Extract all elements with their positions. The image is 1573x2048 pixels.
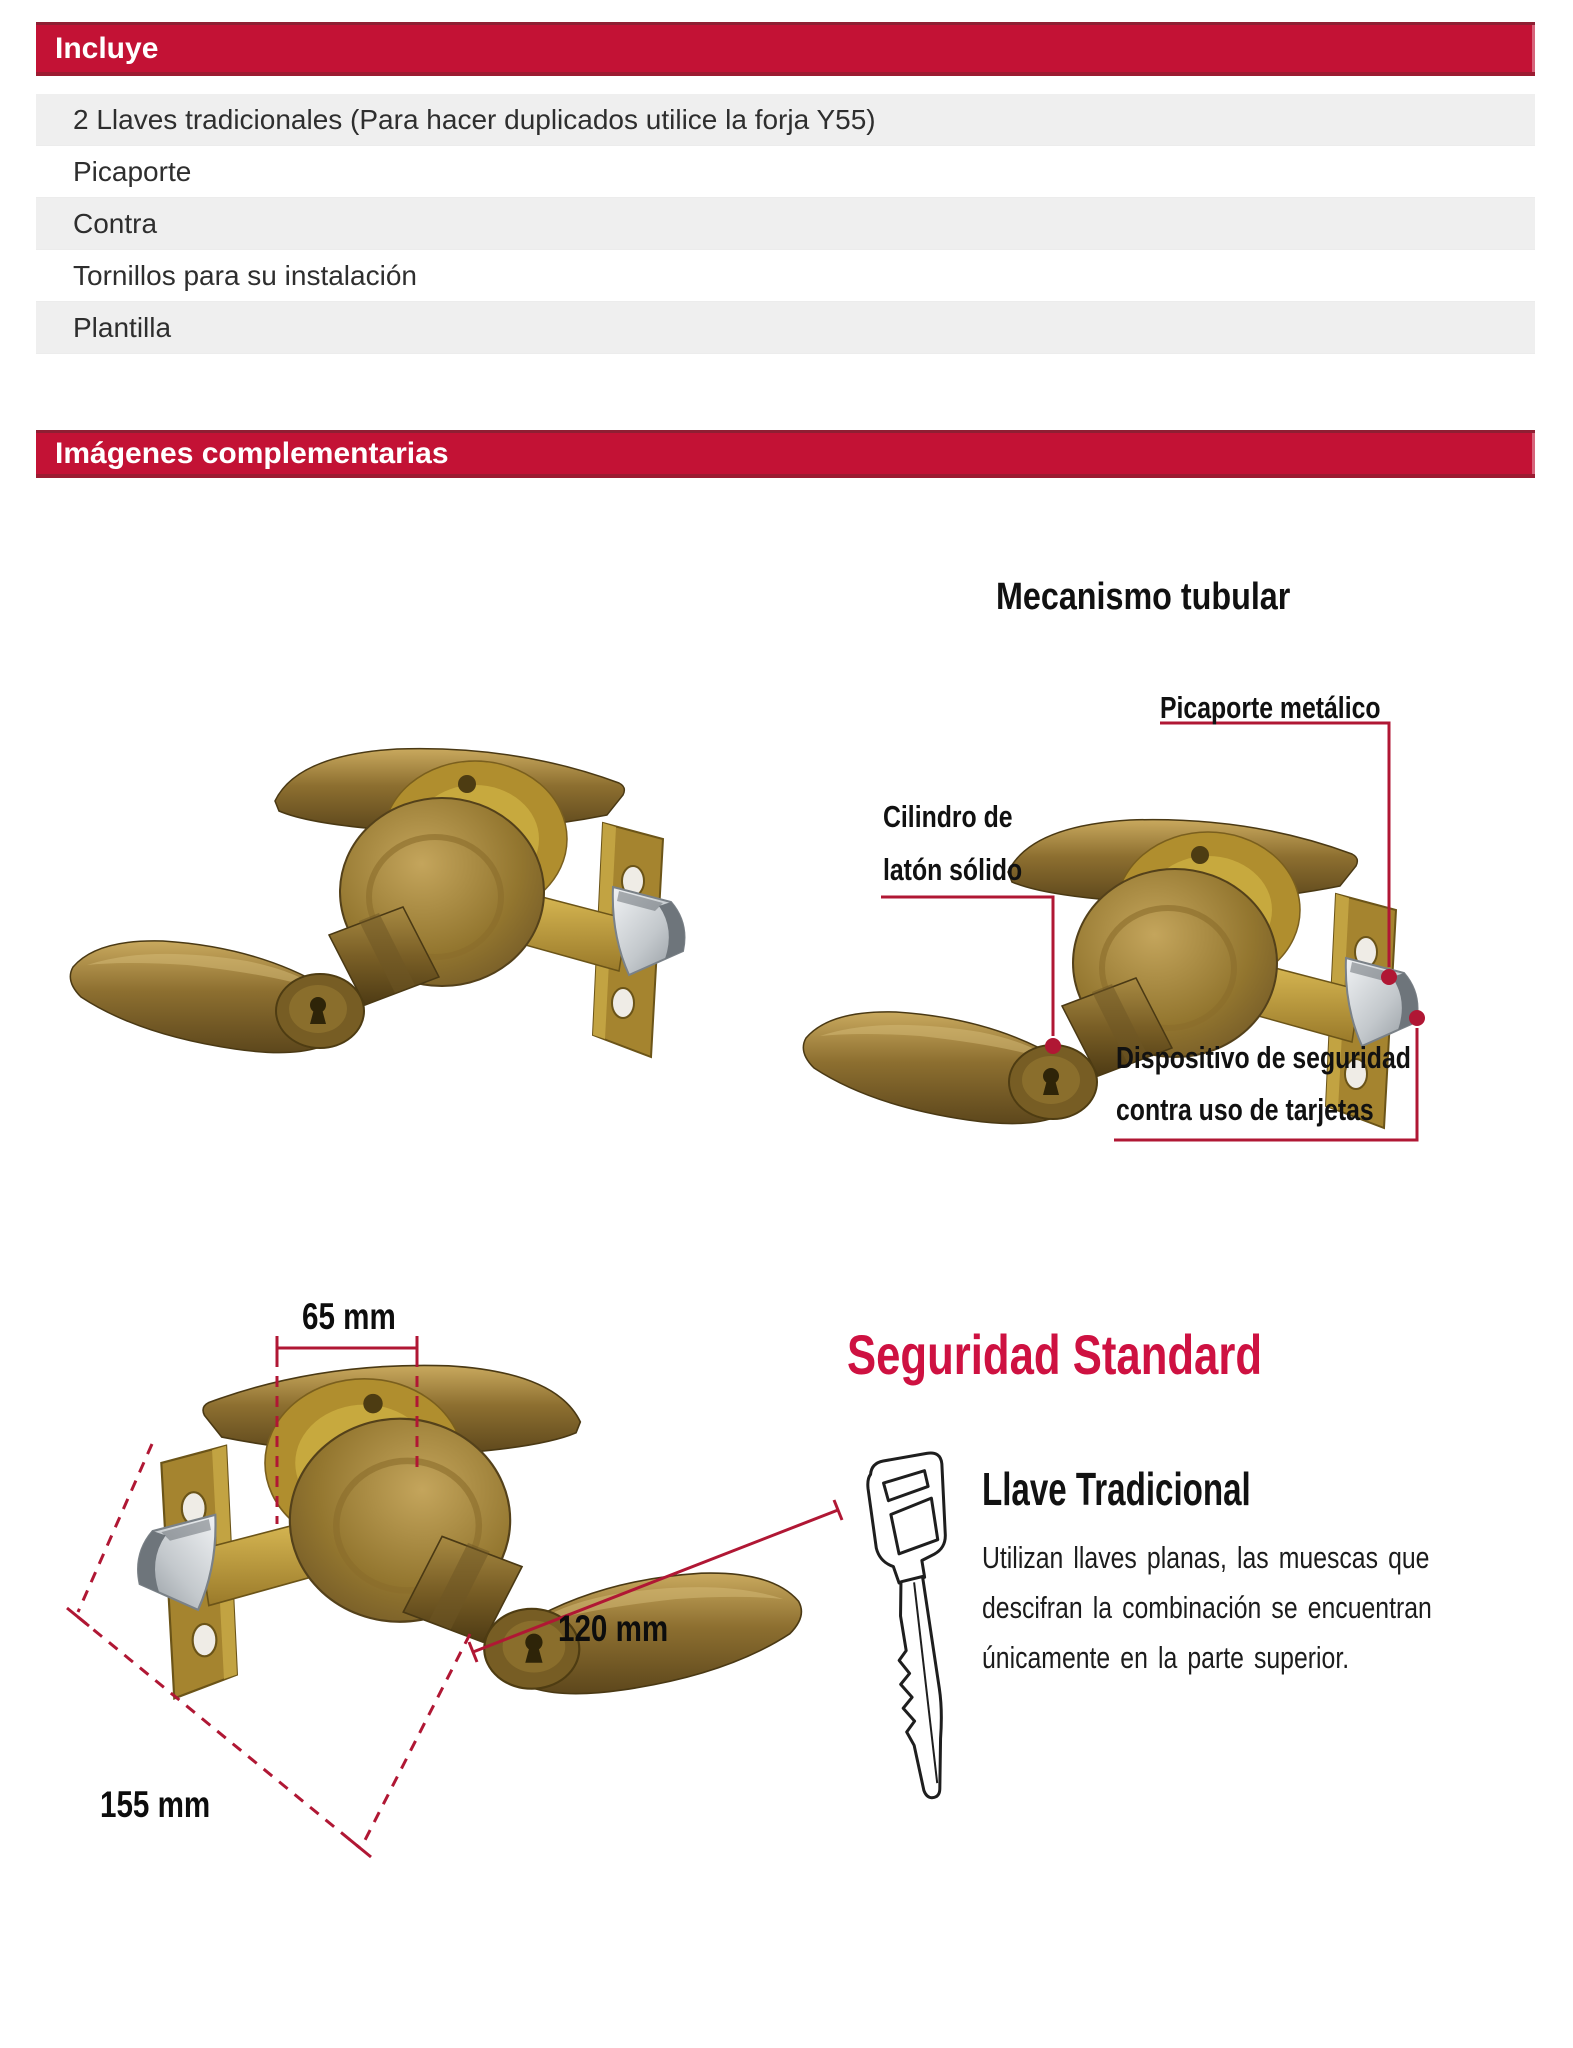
security-title-text: Seguridad Standard [847, 1323, 1263, 1386]
incluye-item-row [36, 250, 1535, 302]
key-icon [865, 1452, 976, 1801]
section-header-imagenes [36, 430, 1535, 478]
dim-155-ext-top [78, 1444, 152, 1612]
incluye-item-row [36, 146, 1535, 198]
section-header-incluye-label: Incluye [55, 32, 159, 65]
dimension-label-120mm [558, 1608, 696, 1650]
security-description-line [982, 1590, 1544, 1626]
incluye-item-label: Tornillos para su instalación [73, 259, 417, 291]
callout-cilindro [883, 790, 1057, 896]
incluye-item-row [36, 94, 1535, 146]
section-header-incluye [36, 22, 1535, 76]
key-type-heading [982, 1462, 1355, 1516]
callout-cilindro-line2: latón sólido [883, 852, 1023, 887]
callout-picaporte-text: Picaporte metálico [1160, 690, 1381, 725]
incluye-item-label: Picaporte [73, 155, 192, 187]
callout-dispositivo-line2: contra uso de tarjetas [1116, 1092, 1374, 1127]
security-description-line [982, 1640, 1441, 1676]
security-description-line [982, 1540, 1541, 1576]
incluye-item-row [36, 198, 1535, 250]
dimension-label-120mm-text: 120 mm [558, 1608, 669, 1649]
dimension-label-155mm-text: 155 mm [100, 1784, 211, 1825]
dimension-label-65mm-text: 65 mm [302, 1296, 396, 1337]
key-type-heading-text: Llave Tradicional [982, 1463, 1251, 1515]
cilindro-dot [1045, 1038, 1061, 1054]
callout-picaporte [1160, 681, 1436, 734]
dimension-label-155mm [100, 1784, 238, 1826]
product-photo-left [70, 749, 684, 1057]
dim-155-ext-lever [362, 1634, 470, 1846]
dispositivo-dot [1409, 1010, 1425, 1026]
incluye-item-label: Contra [73, 207, 158, 239]
picaporte-dot [1381, 969, 1397, 985]
section-header-imagenes-label: Imágenes complementarias [55, 437, 449, 470]
product-photo-dimensioned [138, 1365, 801, 1698]
dim-155-tick-bottom [349, 1839, 371, 1857]
security-description-text: únicamente en la parte superior. [982, 1640, 1350, 1675]
security-description-text: Utilizan llaves planas, las muescas que [982, 1540, 1430, 1575]
dimension-label-65mm [302, 1296, 419, 1338]
diagram-title [996, 576, 1342, 619]
security-title [847, 1322, 1379, 1387]
callout-cilindro-line1: Cilindro de [883, 799, 1013, 834]
callout-dispositivo-line1: Dispositivo de seguridad [1116, 1040, 1411, 1075]
incluye-item-label: Plantilla [73, 311, 172, 343]
incluye-item-label: 2 Llaves tradicionales (Para hacer duplicados utilice la forja Y55) [73, 103, 876, 135]
diagram-title-text: Mecanismo tubular [996, 576, 1291, 618]
callout-dispositivo [1116, 1032, 1485, 1136]
incluye-item-row [36, 302, 1535, 354]
security-description-text: descifran la combinación se encuentran [982, 1590, 1432, 1625]
